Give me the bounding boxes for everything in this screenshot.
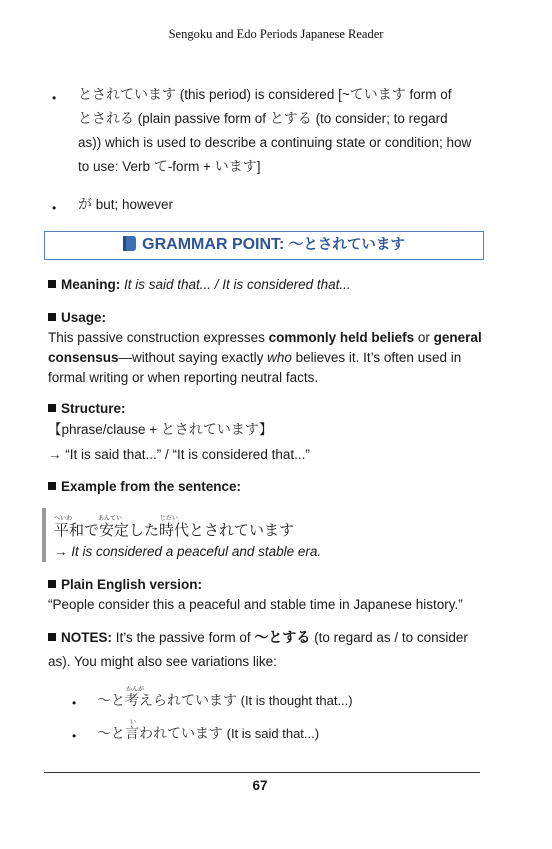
plain-english-text: “People consider this a peaceful and stable time in Japanese history.”: [48, 597, 463, 612]
structure-meaning: → “It is said that...” / “It is considered that...”: [48, 447, 310, 462]
plain-english-heading: Plain English version:: [48, 577, 202, 592]
square-bullet-icon: [48, 404, 56, 412]
variation-iwareteimasu: 〜と言われています (It is said that...): [97, 726, 320, 742]
example-sentence-jp: 平和で安定した時代とされています: [54, 521, 295, 539]
bullet-icon: •: [72, 696, 77, 710]
vocab-line-1: とされています (this period) is considered [~ています form of: [78, 87, 452, 103]
vocab-line-4: to use: Verb て-form + います]: [78, 159, 261, 175]
vocab-line-2: とされる (plain passive form of とする (to consider; to regard: [78, 111, 448, 127]
usage-heading: Usage:: [48, 310, 106, 325]
furigana: い: [130, 719, 137, 726]
example-translation: → It is considered a peaceful and stable era.: [54, 544, 322, 559]
furigana: へいわ: [54, 515, 73, 522]
furigana: じだい: [160, 515, 179, 522]
notes-line-1: NOTES: It’s the passive form of 〜とする (to regard as / to consider: [48, 628, 488, 648]
quote-bar: [42, 508, 46, 562]
book-icon: [123, 236, 136, 251]
square-bullet-icon: [48, 280, 56, 288]
square-bullet-icon: [48, 633, 56, 641]
page-number: 67: [252, 778, 268, 793]
bullet-icon: •: [72, 729, 77, 743]
structure-heading: Structure:: [48, 401, 126, 416]
furigana: あんてい: [98, 515, 123, 522]
notes-line-2: as). You might also see variations like:: [48, 654, 277, 669]
vocab-entry-ga: が but; however: [78, 197, 174, 213]
square-bullet-icon: [48, 313, 56, 321]
bullet-icon: •: [52, 91, 57, 105]
meaning-section: Meaning: It is said that... / It is considered that...: [48, 277, 351, 292]
vocab-entry-toserete-imasu: [78, 83, 488, 179]
structure-pattern: 【phrase/clause + とされています】: [48, 422, 273, 438]
grammar-point-heading: GRAMMAR POINT: 〜とされています: [44, 231, 484, 260]
footer-rule: [44, 772, 480, 773]
arrow-icon: →: [48, 447, 62, 462]
example-heading: Example from the sentence:: [48, 479, 241, 494]
square-bullet-icon: [48, 482, 56, 490]
usage-body: This passive construction expresses commonly held beliefs or general consensus—without saying exactly who believes it. It’s often used in formal writing or when reporting neutral facts.: [48, 330, 482, 385]
vocab-line-3: as)) which is used to describe a continuing state or condition; how: [78, 135, 472, 150]
arrow-icon: →: [54, 544, 68, 559]
variation-kangaerareteimasu: 〜と考えられています (It is thought that...): [97, 693, 353, 709]
square-bullet-icon: [48, 580, 56, 588]
bullet-icon: •: [52, 201, 57, 215]
running-header: Sengoku and Edo Periods Japanese Reader: [168, 27, 384, 41]
furigana: かんが: [126, 686, 145, 693]
